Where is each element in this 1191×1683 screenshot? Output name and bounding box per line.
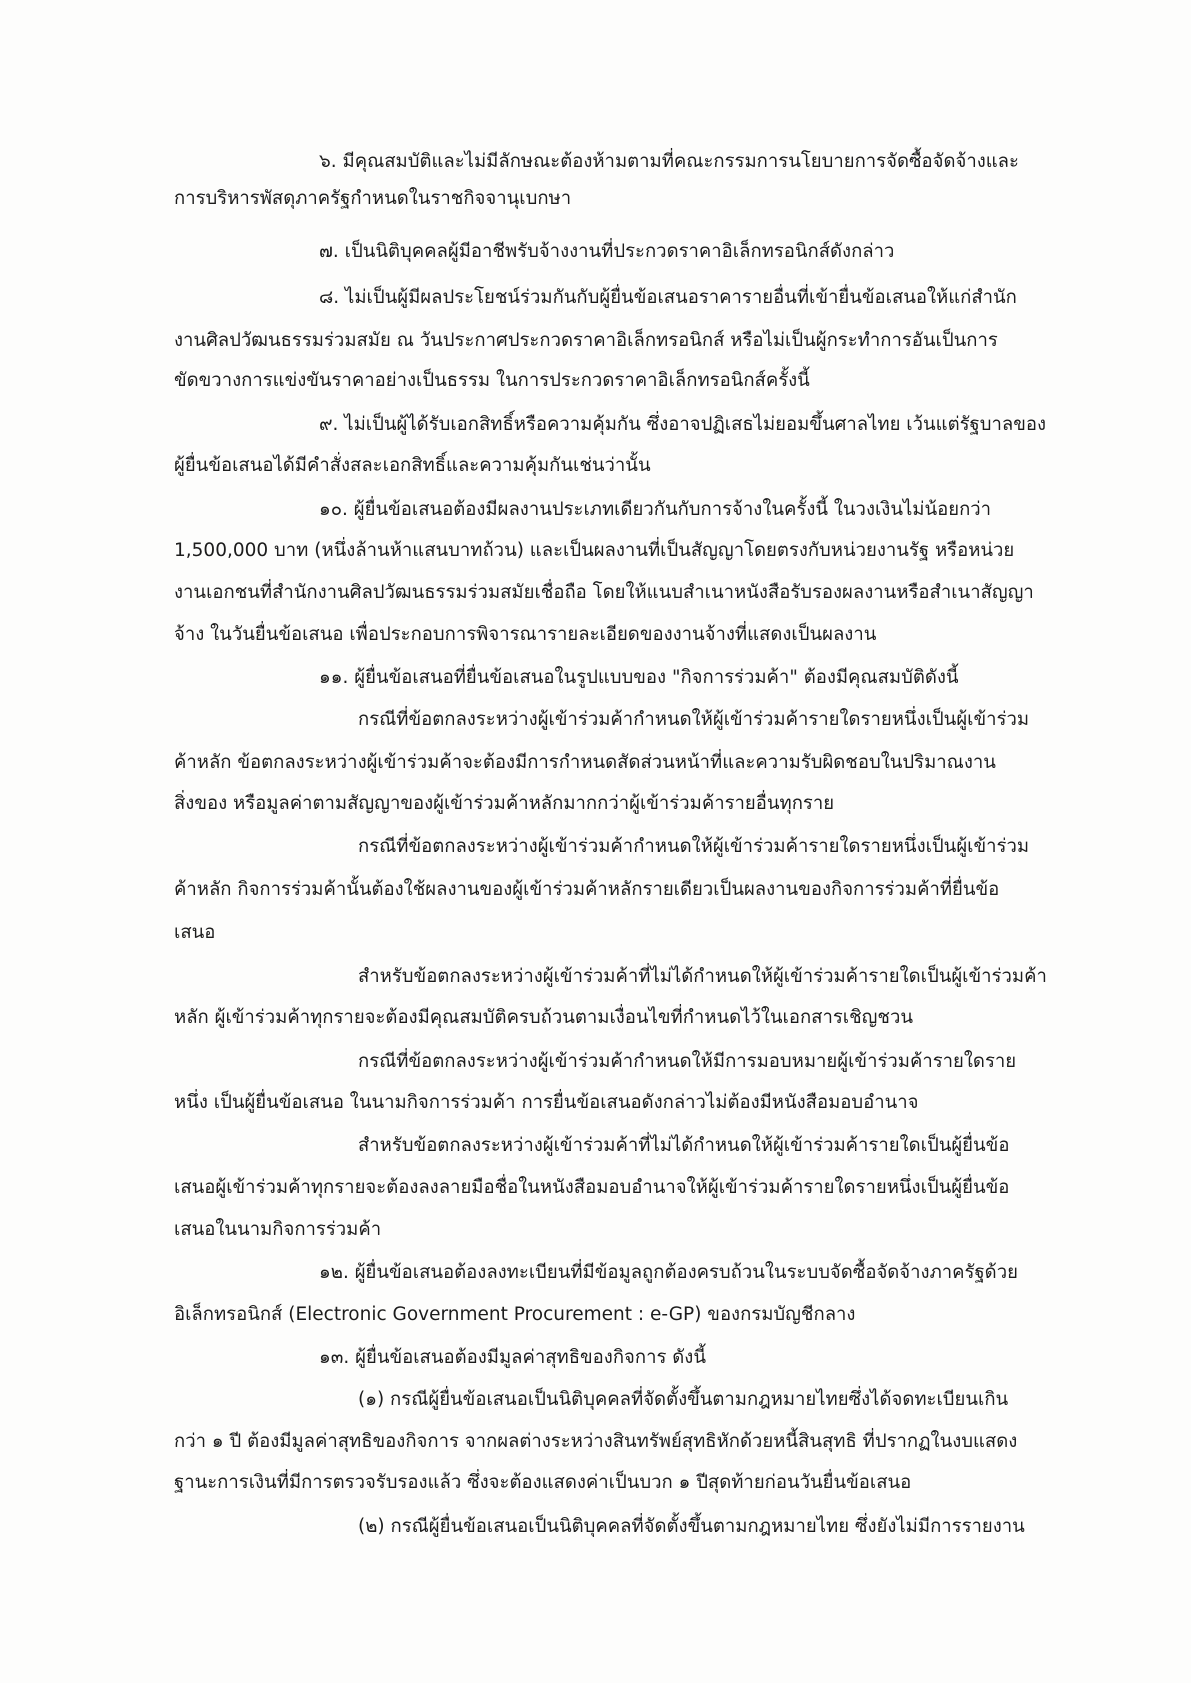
- text-line: ๙. ไม่เป็นผู้ได้รับเอกสิทธิ์หรือความคุ้มกัน ซึ่งอาจปฏิเสธไม่ยอมขึ้นศาลไทย เว้นแต่รัฐบาลของ: [319, 414, 1046, 435]
- text-line: ค้าหลัก กิจการร่วมค้านั้นต้องใช้ผลงานของผู้เข้าร่วมค้าหลักรายเดียวเป็นผลงานของกิจการร่วมค้าที่ยื่นข้อ: [174, 879, 1000, 900]
- text-line: ๖. มีคุณสมบัติและไม่มีลักษณะต้องห้ามตามที่คณะกรรมการนโยบายการจัดซื้อจัดจ้างและ: [319, 151, 1019, 172]
- text-line: ฐานะการเงินที่มีการตรวจรับรองแล้ว ซึ่งจะต้องแสดงค่าเป็นบวก ๑ ปีสุดท้ายก่อนวันยื่นข้อเสนอ: [174, 1472, 912, 1493]
- text-line: (๒) กรณีผู้ยื่นข้อเสนอเป็นนิติบุคคลที่จัดตั้งขึ้นตามกฎหมายไทย ซึ่งยังไม่มีการรายงาน: [358, 1516, 1025, 1537]
- text-line: งานเอกชนที่สำนักงานศิลปวัฒนธรรมร่วมสมัยเชื่อถือ โดยให้แนบสำเนาหนังสือรับรองผลงานหรือสำเนาสัญญา: [174, 582, 1034, 603]
- text-line: งานศิลปวัฒนธรรมร่วมสมัย ณ วันประกาศประกวดราคาอิเล็กทรอนิกส์ หรือไม่เป็นผู้กระทำการอันเป็นการ: [174, 330, 998, 351]
- text-line: หนึ่ง เป็นผู้ยื่นข้อเสนอ ในนามกิจการร่วมค้า การยื่นข้อเสนอดังกล่าวไม่ต้องมีหนังสือมอบอำนาจ: [174, 1092, 919, 1113]
- text-line: ๑๒. ผู้ยื่นข้อเสนอต้องลงทะเบียนที่มีข้อมูลถูกต้องครบถ้วนในระบบจัดซื้อจัดจ้างภาครัฐด้วย: [319, 1262, 1018, 1283]
- text-line: ๗. เป็นนิติบุคคลผู้มีอาชีพรับจ้างงานที่ประกวดราคาอิเล็กทรอนิกส์ดังกล่าว: [319, 241, 895, 262]
- text-line: เสนอผู้เข้าร่วมค้าทุกรายจะต้องลงลายมือชื่อในหนังสือมอบอำนาจให้ผู้เข้าร่วมค้ารายใดรายหนึ่งเป็นผู้ยื่นข้อ: [174, 1177, 1010, 1198]
- text-line: ๑๑. ผู้ยื่นข้อเสนอที่ยื่นข้อเสนอในรูปแบบของ "กิจการร่วมค้า" ต้องมีคุณสมบัติดังนี้: [319, 667, 959, 688]
- text-line: ๑๓. ผู้ยื่นข้อเสนอต้องมีมูลค่าสุทธิของกิจการ ดังนี้: [319, 1347, 706, 1368]
- text-line: หลัก ผู้เข้าร่วมค้าทุกรายจะต้องมีคุณสมบัติครบถ้วนตามเงื่อนไขที่กำหนดไว้ในเอกสารเชิญชวน: [174, 1007, 914, 1028]
- text-line: การบริหารพัสดุภาครัฐกำหนดในราชกิจจานุเบกษา: [174, 188, 572, 209]
- text-line: 1,500,000 บาท (หนึ่งล้านห้าแสนบาทถ้วน) และเป็นผลงานที่เป็นสัญญาโดยตรงกับหน่วยงานรัฐ หรือหน่วย: [174, 540, 1015, 561]
- text-line: ขัดขวางการแข่งขันราคาอย่างเป็นธรรม ในการประกวดราคาอิเล็กทรอนิกส์ครั้งนี้: [174, 370, 810, 391]
- text-line: สำหรับข้อตกลงระหว่างผู้เข้าร่วมค้าที่ไม่ได้กำหนดให้ผู้เข้าร่วมค้ารายใดเป็นผู้เข้าร่วมค้า: [358, 966, 1047, 987]
- text-line: กรณีที่ข้อตกลงระหว่างผู้เข้าร่วมค้ากำหนดให้มีการมอบหมายผู้เข้าร่วมค้ารายใดราย: [358, 1051, 1017, 1072]
- text-line: เสนอในนามกิจการร่วมค้า: [174, 1219, 382, 1240]
- text-line: กรณีที่ข้อตกลงระหว่างผู้เข้าร่วมค้ากำหนดให้ผู้เข้าร่วมค้ารายใดรายหนึ่งเป็นผู้เข้าร่วม: [358, 709, 1030, 730]
- text-line: สำหรับข้อตกลงระหว่างผู้เข้าร่วมค้าที่ไม่ได้กำหนดให้ผู้เข้าร่วมค้ารายใดเป็นผู้ยื่นข้อ: [358, 1135, 1010, 1156]
- text-line: สิ่งของ หรือมูลค่าตามสัญญาของผู้เข้าร่วมค้าหลักมากกว่าผู้เข้าร่วมค้ารายอื่นทุกราย: [174, 793, 835, 814]
- text-line: จ้าง ในวันยื่นข้อเสนอ เพื่อประกอบการพิจารณารายละเอียดของงานจ้างที่แสดงเป็นผลงาน: [174, 624, 877, 645]
- text-line: ค้าหลัก ข้อตกลงระหว่างผู้เข้าร่วมค้าจะต้องมีการกำหนดสัดส่วนหน้าที่และความรับผิดชอบในปริมาณงาน: [174, 752, 996, 773]
- text-line: ๘. ไม่เป็นผู้มีผลประโยชน์ร่วมกันกับผู้ยื่นข้อเสนอราคารายอื่นที่เข้ายื่นข้อเสนอให้แก่สำนัก: [319, 287, 1017, 308]
- text-line: กว่า ๑ ปี ต้องมีมูลค่าสุทธิของกิจการ จากผลต่างระหว่างสินทรัพย์สุทธิหักด้วยหนี้สินสุทธิ ที่ปรากฏในงบแสดง: [174, 1431, 1018, 1452]
- text-line: ๑๐. ผู้ยื่นข้อเสนอต้องมีผลงานประเภทเดียวกันกับการจ้างในครั้งนี้ ในวงเงินไม่น้อยกว่า: [319, 499, 992, 520]
- text-line: อิเล็กทรอนิกส์ (Electronic Government Procurement : e-GP) ของกรมบัญชีกลาง: [174, 1304, 856, 1325]
- text-line: ผู้ยื่นข้อเสนอได้มีคำสั่งสละเอกสิทธิ์และความคุ้มกันเช่นว่านั้น: [174, 455, 651, 476]
- text-line: เสนอ: [174, 922, 216, 943]
- text-line: (๑) กรณีผู้ยื่นข้อเสนอเป็นนิติบุคคลที่จัดตั้งขึ้นตามกฎหมายไทยซึ่งได้จดทะเบียนเกิน: [358, 1389, 1009, 1410]
- text-line: กรณีที่ข้อตกลงระหว่างผู้เข้าร่วมค้ากำหนดให้ผู้เข้าร่วมค้ารายใดรายหนึ่งเป็นผู้เข้าร่วม: [358, 836, 1030, 857]
